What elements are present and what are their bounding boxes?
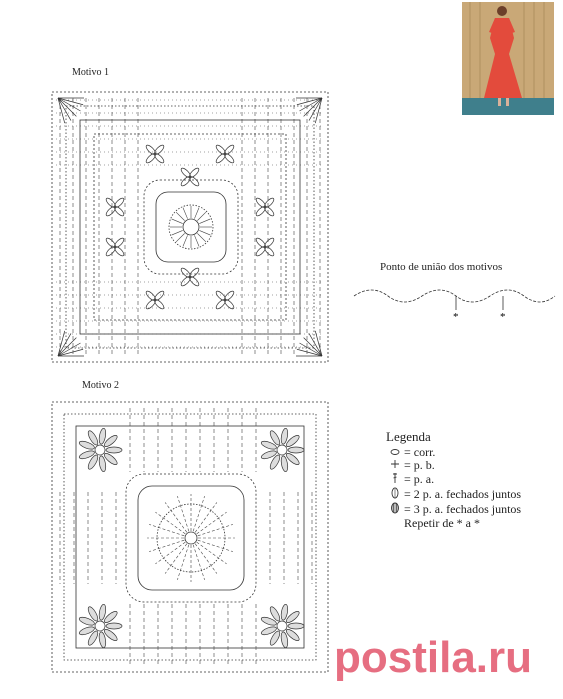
legend-text: = 2 p. a. fechados juntos <box>404 487 522 501</box>
motif2-caption: Motivo 2 <box>82 380 119 391</box>
legend-row <box>386 487 521 502</box>
postila-watermark <box>330 628 560 688</box>
dc-icon <box>386 472 404 487</box>
motif2-chart <box>40 392 340 682</box>
legend-title: Legenda <box>386 429 431 444</box>
legend-row <box>386 472 521 487</box>
legend-repeat: Repetir de * a * <box>404 516 480 530</box>
motif1-chart <box>40 82 340 372</box>
join-marker-1: * <box>453 311 459 322</box>
legend-text: = 3 p. a. fechados juntos <box>404 502 522 516</box>
legend-text: = corr. <box>404 445 436 459</box>
join-marker-2: * <box>500 311 506 322</box>
dress-photo-illustration <box>462 2 554 115</box>
legend-row <box>386 459 521 472</box>
legend <box>386 430 521 530</box>
cluster3-icon <box>386 502 404 517</box>
cluster2-icon <box>386 487 404 502</box>
join-diagram <box>352 276 557 322</box>
motif1-caption: Motivo 1 <box>72 67 109 78</box>
legend-text: = p. b. <box>404 458 435 472</box>
join-title: Ponto de união dos motivos <box>380 261 503 273</box>
watermark-text: postila.ru <box>334 633 533 682</box>
dress-photo <box>462 2 554 115</box>
legend-row <box>386 502 521 517</box>
oval-icon <box>386 446 404 459</box>
plus-icon <box>386 459 404 472</box>
legend-text: = p. a. <box>404 472 435 486</box>
